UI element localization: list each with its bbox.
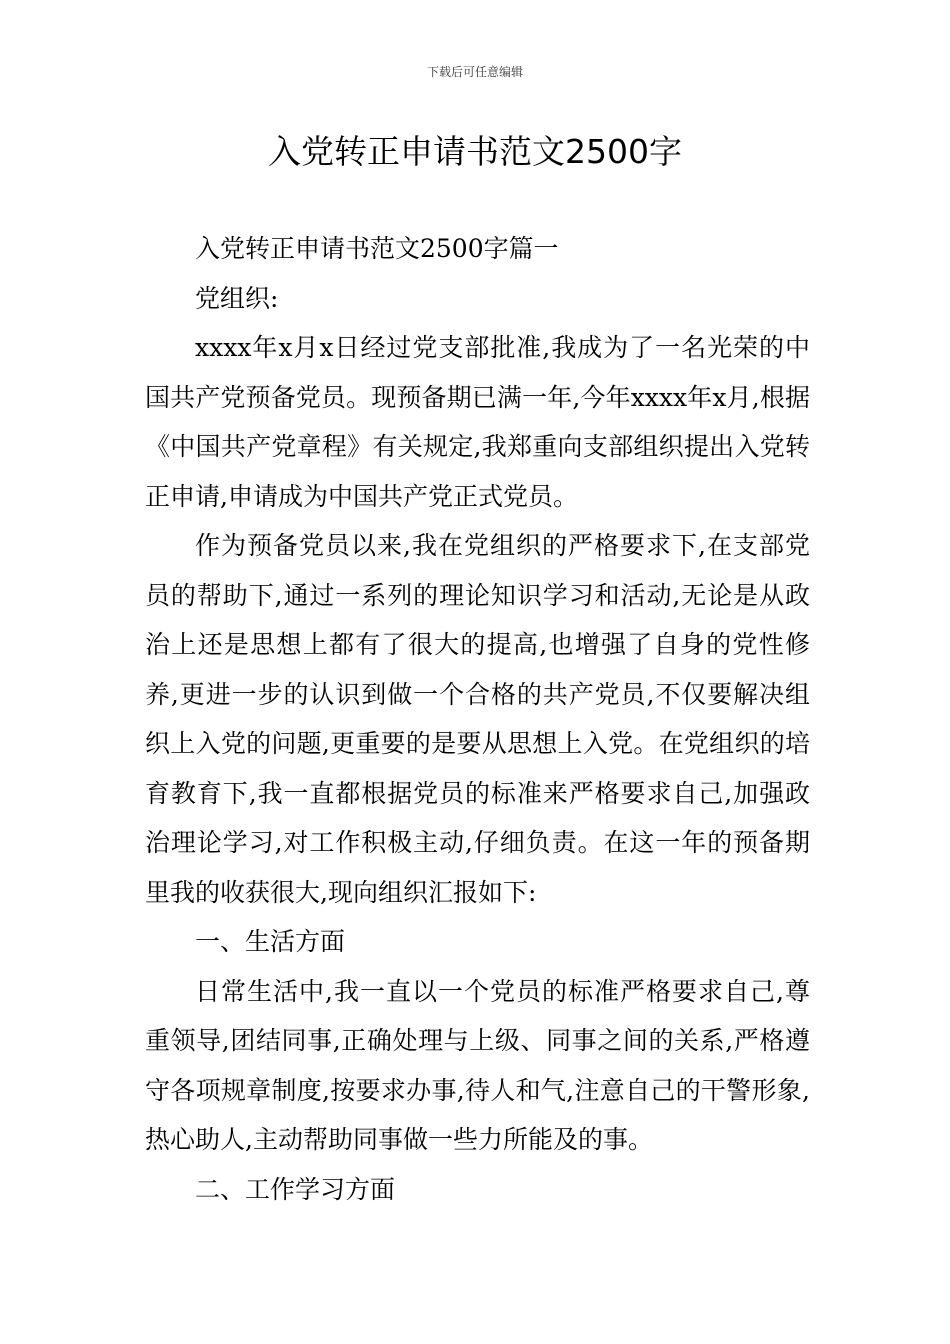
document-body [145,224,810,1214]
section-heading-life: 一、生活方面 [195,927,346,956]
paragraph-life: 日常生活中,我一直以一个党员的标准严格要求自己,尊重领导,团结同事,正确处理与上级、同事之间的关系,严格遵守各项规章制度,按要求办事,待人和气,注意自己的干警形象,热心助人,主动帮助同事做一些力所能及的事。 [145,976,810,1154]
paragraph-summary: 作为预备党员以来,我在党组织的严格要求下,在支部党员的帮助下,通过一系列的理论知识学习和活动,无论是从政治上还是思想上都有了很大的提高,也增强了自身的党性修养,更进一步的认识到做一个合格的共产党员,不仅要解决组织上入党的问题,更重要的是要从思想上入党。在党组织的培育教育下,我一直都根据党员的标准来严格要求自己,加强政治理论学习,对工作积极主动,仔细负责。在这一年的预备期里我的收获很大,现向组织汇报如下: [145,531,810,907]
paragraph-intro: xxxx年x月x日经过党支部批准,我成为了一名光荣的中国共产党预备党员。现预备期已满一年,今年xxxx年x月,根据《中国共产党章程》有关规定,我郑重向支部组织提出入党转正申请,申请成为中国共产党正式党员。 [145,333,810,511]
document-title: 入党转正申请书范文2500字 [268,132,682,171]
section-heading-part-one: 入党转正申请书范文2500字篇一 [195,234,559,263]
section-heading-work-study: 二、工作学习方面 [195,1174,396,1204]
header-note: 下载后可任意编辑 [426,65,523,79]
salutation: 党组织: [195,283,279,313]
